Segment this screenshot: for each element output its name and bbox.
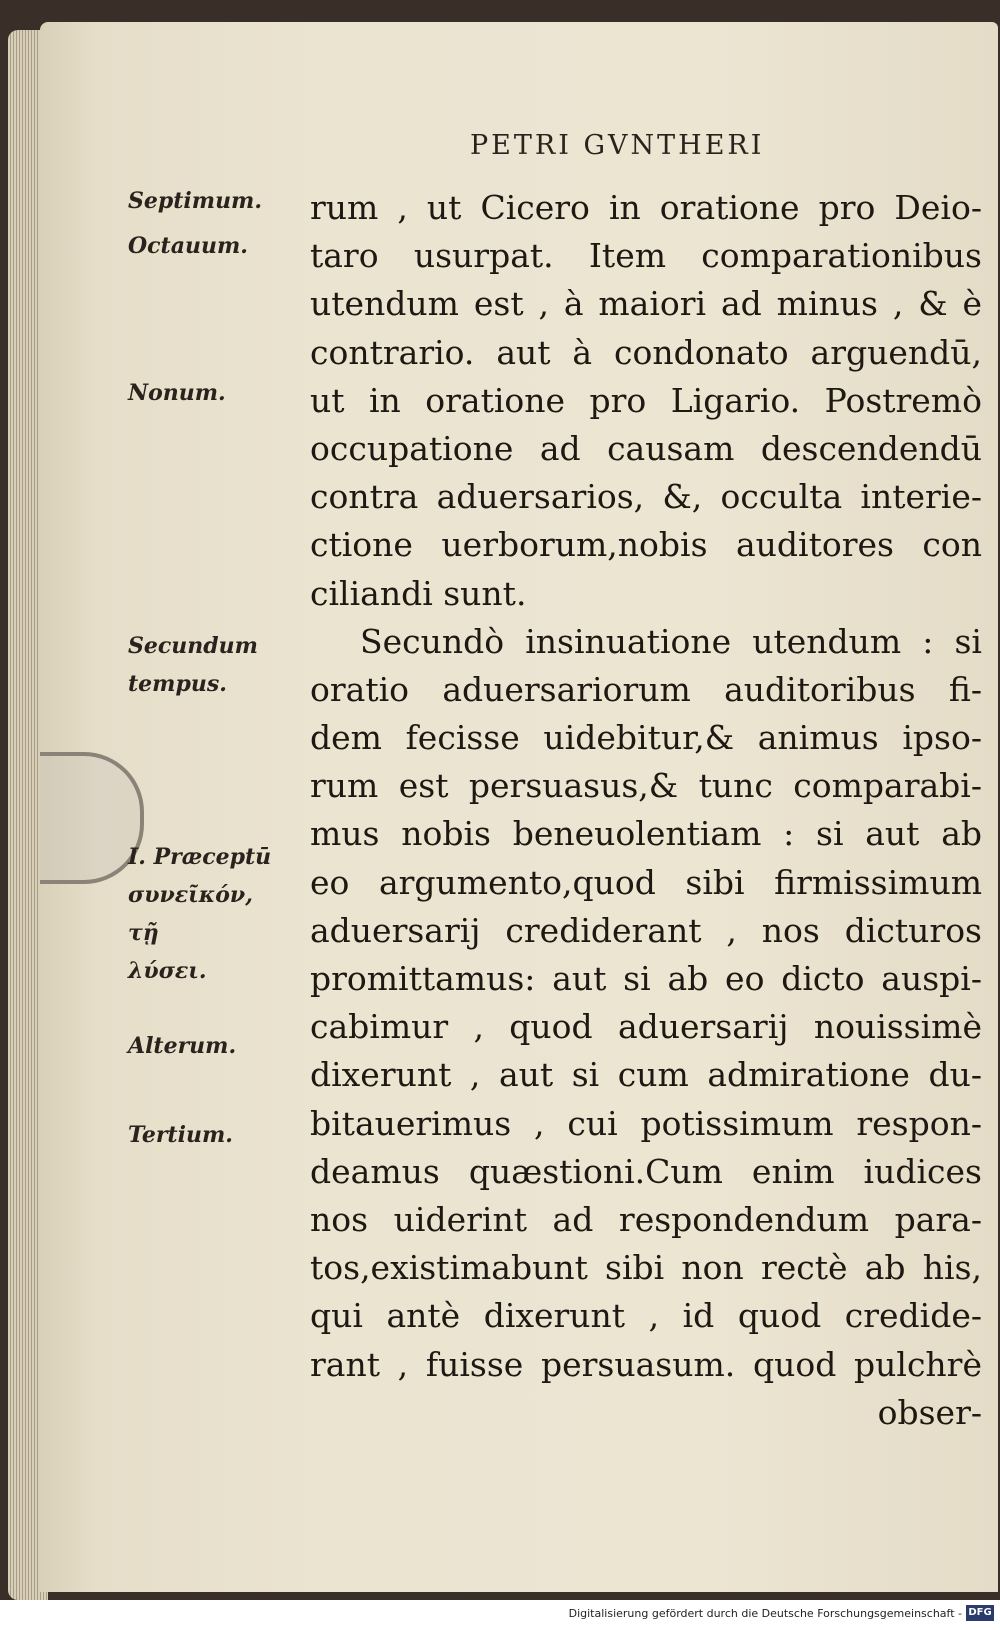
text-line: contra aduersarios, &, occulta interie- bbox=[310, 477, 982, 517]
funding-credit: Digitalisierung gefördert durch die Deutsche Forschungsgemeinschaft - bbox=[568, 1607, 962, 1620]
text-line: taro usurpat. Item comparationibus bbox=[310, 236, 982, 276]
running-head: PETRI GVNTHERI bbox=[470, 130, 765, 161]
text-line: rant , fuisse persuasum. quod pulchrè bbox=[310, 1344, 982, 1384]
text-line: rum est persuasus,& tunc comparabi- bbox=[310, 766, 982, 806]
text-line: dem fecisse uidebitur,& animus ipso- bbox=[310, 718, 982, 758]
text-line: ciliandi sunt. bbox=[310, 573, 527, 613]
margin-note-nonum: Nonum. bbox=[128, 380, 226, 406]
margin-note-secundum-tempus: Secundum tempus. bbox=[128, 633, 258, 697]
margin-note-septimum: Septimum. bbox=[128, 188, 262, 214]
catchword: obser- bbox=[877, 1392, 982, 1432]
text-line: ctione uerborum,nobis auditores con bbox=[310, 525, 982, 565]
text-line: contrario. aut à condonato arguendū, bbox=[310, 332, 982, 372]
text-line: nos uiderint ad respondendum para- bbox=[310, 1199, 982, 1239]
text-line: mus nobis beneuolentiam : si aut ab bbox=[310, 814, 982, 854]
text-line: ut in oratione pro Ligario. Postremò bbox=[310, 380, 982, 420]
text-line: bitauerimus , cui potissimum respon- bbox=[310, 1103, 982, 1143]
text-line: deamus quæstioni.Cum enim iudices bbox=[310, 1151, 982, 1191]
dfg-logo: DFG bbox=[966, 1605, 994, 1621]
text-line: promittamus: aut si ab eo dicto auspi- bbox=[310, 959, 982, 998]
text-line: rum , ut Cicero in oratione pro Deio- bbox=[310, 188, 982, 227]
text-line: tos,existimabunt sibi non rectè ab his, bbox=[310, 1248, 982, 1288]
text-line: utendum est , à maiori ad minus , & è bbox=[310, 284, 982, 324]
text-line: cabimur , quod aduersarij nouissimè bbox=[310, 1007, 982, 1047]
text-line: occupatione ad causam descendendū bbox=[310, 428, 982, 468]
text-line: oratio aduersariorum auditoribus fi- bbox=[310, 669, 982, 709]
footer bbox=[0, 1600, 1000, 1630]
text-line: dixerunt , aut si cum admiratione du- bbox=[310, 1055, 982, 1095]
book-page bbox=[40, 22, 998, 1592]
margin-note-tertium: Tertium. bbox=[128, 1122, 233, 1148]
text-line: aduersarij crediderant , nos dicturos bbox=[310, 910, 982, 950]
margin-note-octauum: Octauum. bbox=[128, 233, 248, 259]
margin-note-praeceptum: I. Præceptū συνεῖκόν, τῇ λύσει. bbox=[128, 844, 272, 984]
text-line: eo argumento,quod sibi firmissimum bbox=[310, 862, 982, 902]
margin-note-alterum: Alterum. bbox=[128, 1033, 237, 1059]
text-line: Secundò insinuatione utendum : si bbox=[360, 621, 982, 661]
text-line: qui antè dixerunt , id quod credide- bbox=[310, 1296, 982, 1336]
body-text bbox=[310, 184, 982, 1437]
